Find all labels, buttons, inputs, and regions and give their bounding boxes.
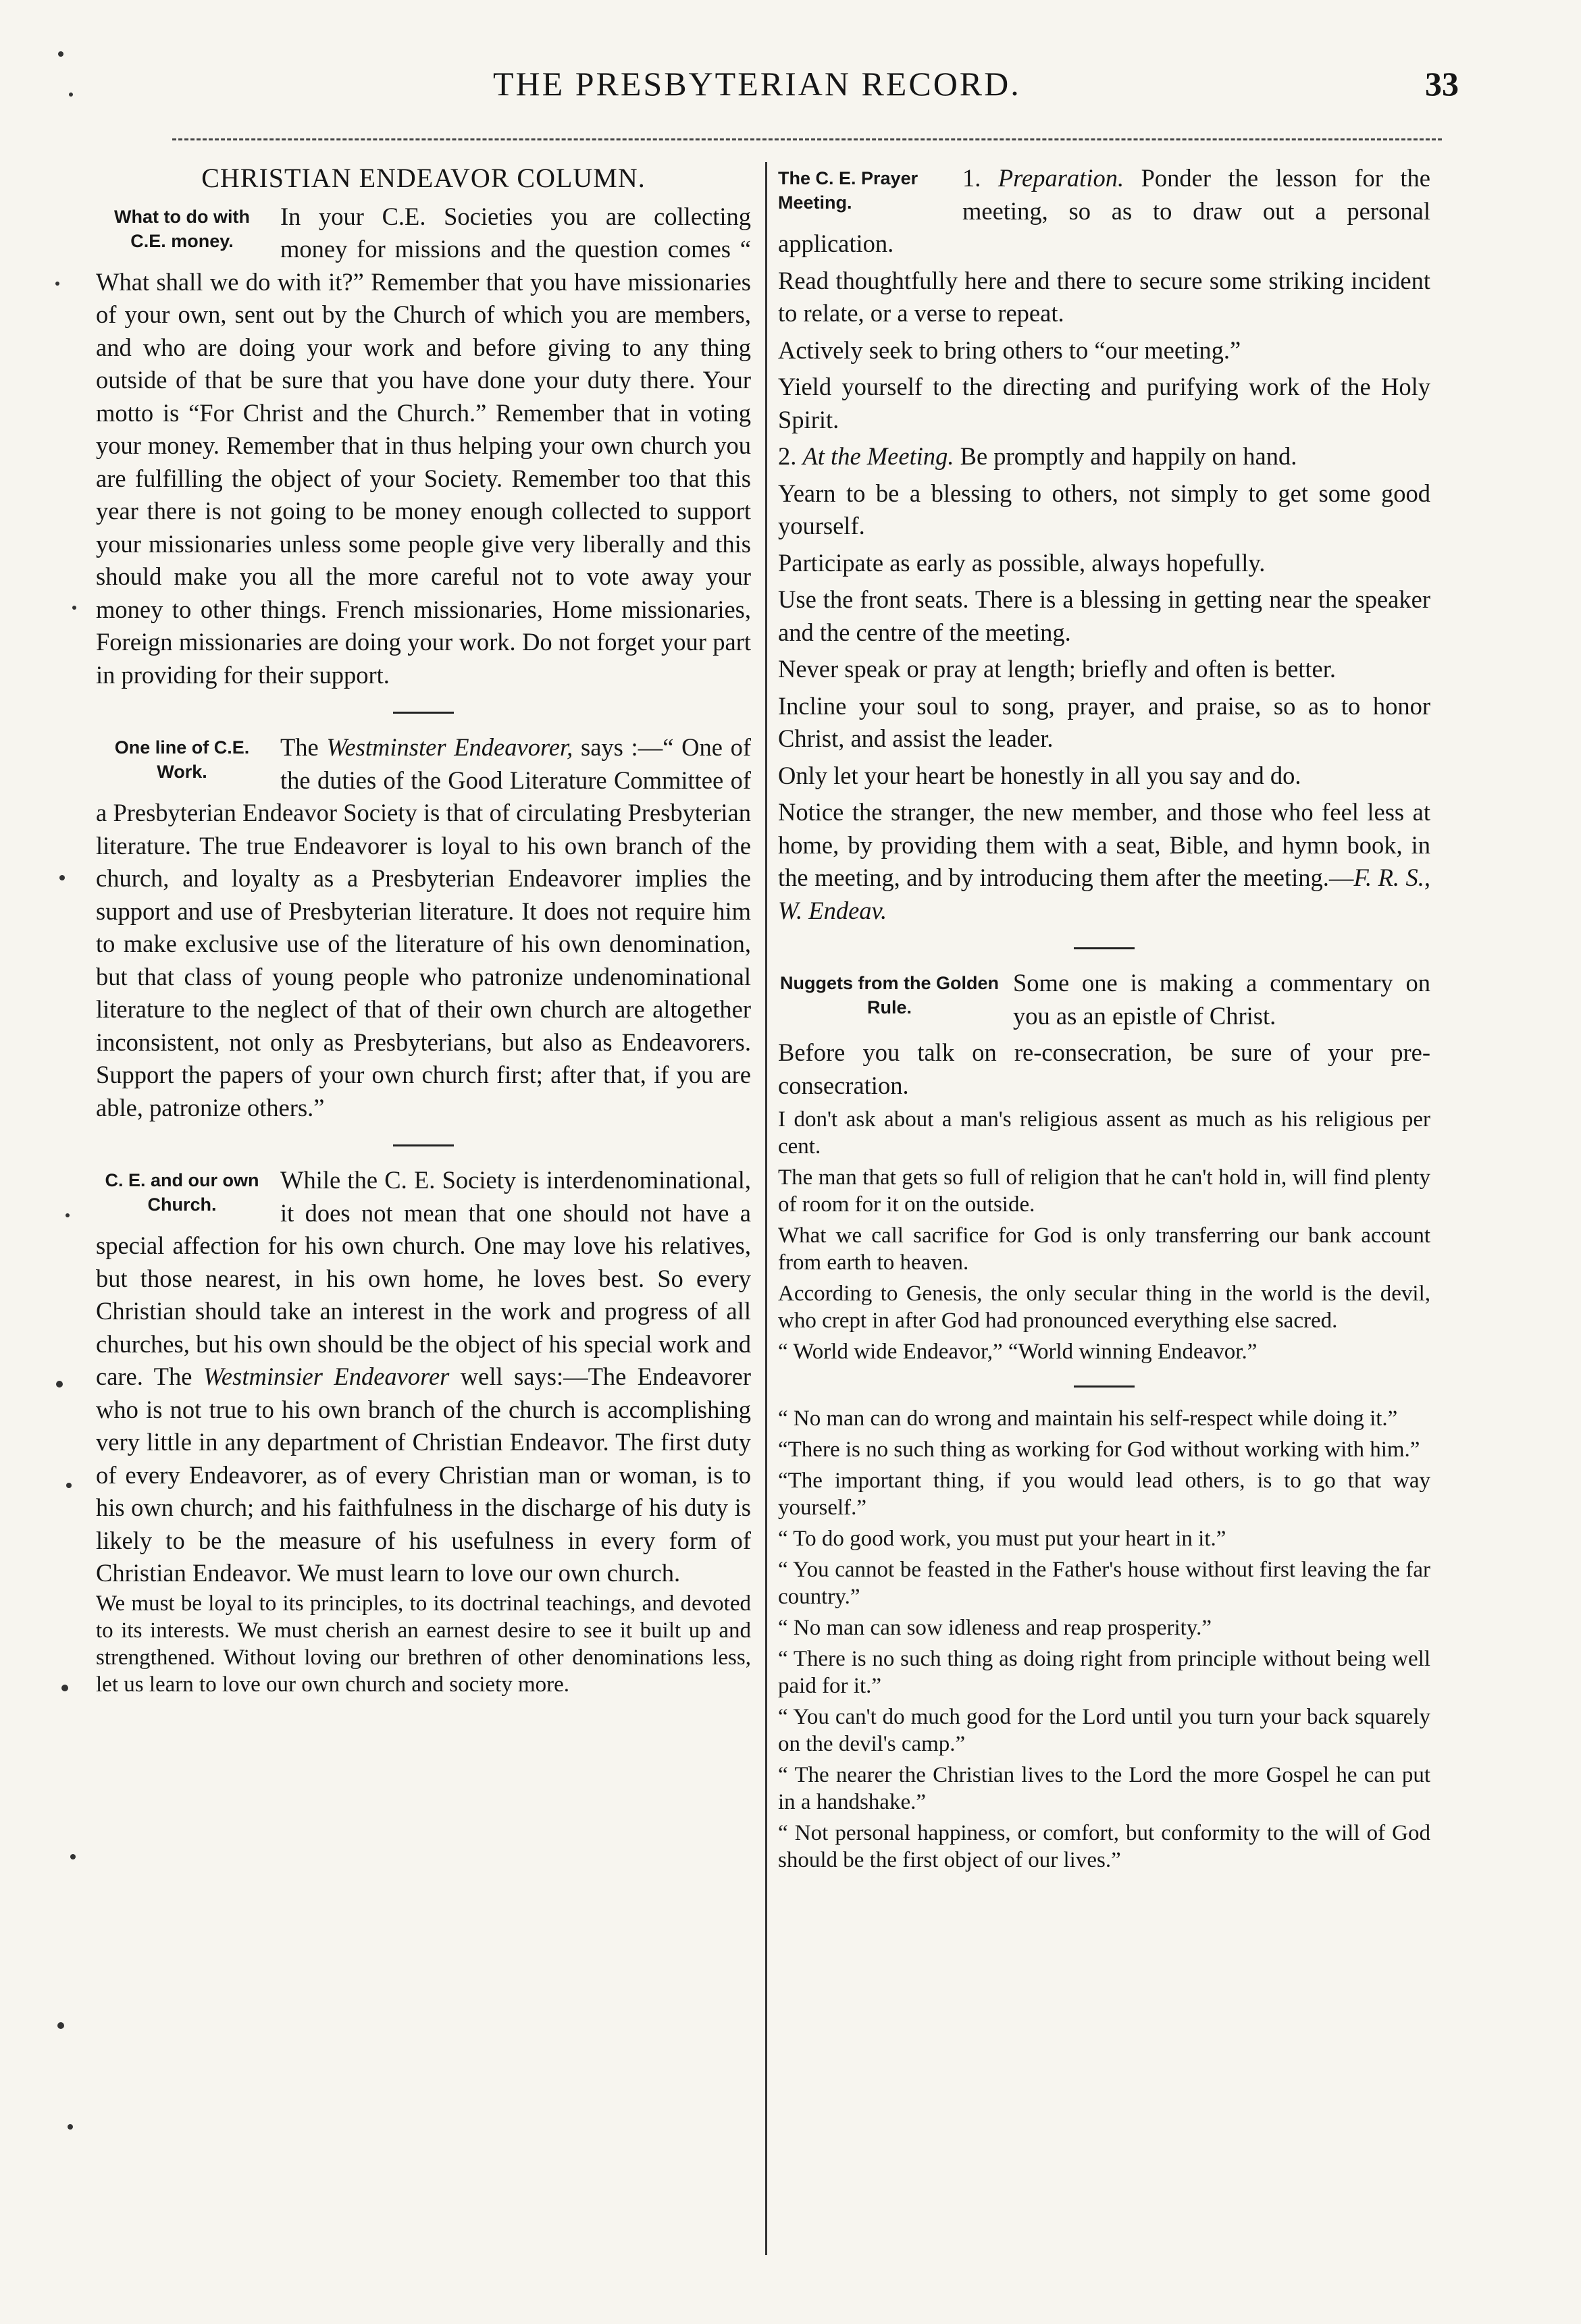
- side-head: Nuggets from the Golden Rule.: [780, 973, 999, 1018]
- part-two: [778, 440, 1430, 473]
- quote-item: “ No man can sow idleness and reap prosperity.”: [778, 1616, 1212, 1640]
- list-item: Yearn to be a blessing to others, not simply to get some good yourself.: [778, 479, 1430, 539]
- side-head: One line of C.E. Work.: [114, 737, 250, 782]
- list-item: Actively seek to bring others to “our meeting.”: [778, 336, 1241, 364]
- side-head: The C. E. Prayer Meeting.: [778, 168, 918, 213]
- quote-item: “ Not personal happiness, or comfort, but conformity to the will of God should be the first object of our lives.”: [778, 1821, 1430, 1872]
- side-head: C. E. and our own Church.: [105, 1170, 259, 1215]
- list-item: Yield yourself to the directing and purifying work of the Holy Spirit.: [778, 373, 1430, 433]
- article-text-small: We must be loyal to its principles, to its doctrinal teachings, and devoted to its interests. We must cherish an earnest desire to see it built up and strengthened. Without loving our brethren of other denominations less, let us learn to love our own church and society more.: [96, 1591, 751, 1697]
- list-item: Only let your heart be honestly in all you say and do.: [778, 761, 1301, 789]
- publication-name: Westminster Endeavorer,: [326, 733, 573, 761]
- list-item: Before you talk on re-consecration, be sure of your pre-consecration.: [778, 1038, 1430, 1099]
- list-item: Participate as early as possible, always hopefully.: [778, 548, 1266, 577]
- article-text: [96, 1164, 751, 1590]
- list-item: [778, 796, 1430, 927]
- list-item: Read thoughtfully here and there to secure some striking incident to relate, or a verse to repeat.: [778, 266, 1430, 327]
- left-column: [96, 162, 751, 1718]
- publication-title: THE PRESBYTERIAN RECORD.: [493, 65, 1021, 103]
- page-number: 33: [1425, 65, 1459, 103]
- intro-text: Ponder the lesson for the meeting, so as to draw out a personal application.: [778, 164, 1430, 257]
- separator-rule: [1074, 1385, 1135, 1388]
- quote-item: “ No man can do wrong and maintain his self-respect while doing it.”: [778, 1406, 1398, 1431]
- article-quotes: [778, 1405, 1430, 1874]
- scan-edge-decoration: [20, 0, 81, 2324]
- list-item: Use the front seats. There is a blessing in getting near the speaker and the centre of the meeting.: [778, 585, 1430, 646]
- right-column: [778, 162, 1430, 1894]
- article-text: [96, 731, 751, 1124]
- quote-item: “ To do good work, you must put your heart in it.”: [778, 1527, 1226, 1551]
- quote-item: “ You can't do much good for the Lord until you turn your back squarely on the devil's camp.”: [778, 1705, 1430, 1756]
- separator-rule: [1074, 947, 1135, 949]
- article-ce-money: [96, 201, 751, 692]
- quote-item: “ You cannot be feasted in the Father's house without first leaving the far country.”: [778, 1558, 1430, 1609]
- list-item: Some one is making a commentary on you as an epistle of Christ.: [1013, 969, 1430, 1030]
- publication-name: Westminsier Endeavorer: [203, 1363, 450, 1390]
- column-divider: [765, 162, 767, 2255]
- text-body: says :—“ One of the duties of the Good Literature Committee of a Presbyterian Endeavor Society is that of circulating Presbyterian literature. The true Endeavorer is loyal to his own branch of the church, and loyalty as a Presbyterian Endeavorer implies the support and use of Presbyterian literature. It does not require him to make exclusive use of the literature of his own denomination, but that class of young people who patronize undenominational literature to the neglect of that of their own church are altogether inconsistent, not only as Presbyterians, but also as Endeavorers. Support the papers of your own church first; after that, if you are able, patronize others.”: [96, 733, 752, 1121]
- separator-rule: [393, 712, 454, 714]
- quote-item: “There is no such thing as working for God without working with him.”: [778, 1437, 1420, 1462]
- part-text: Be promptly and happily on hand.: [954, 442, 1297, 470]
- text-a: While the C. E. Society is interdenominational, it does not mean that one should not have a special affection for his own church. One may love his relatives, but those nearest, in his own home, he loves best. So every Christian should take an interest in the work and progress of all churches, but his own should be the object of his special work and care. The: [96, 1166, 751, 1390]
- text-lead: The: [280, 733, 327, 761]
- article-ce-work: [96, 731, 751, 1124]
- quote-item: “ The nearer the Christian lives to the Lord the more Gospel he can put in a handshake.”: [778, 1763, 1430, 1814]
- page-header: [203, 64, 1486, 111]
- quote-item: “The important thing, if you would lead others, is to go that way yourself.”: [778, 1469, 1430, 1520]
- list-item: The man that gets so full of religion that he can't hold in, will find plenty of room for it on the outside.: [778, 1165, 1430, 1217]
- article-golden-rule: [778, 967, 1430, 1365]
- list-item-text: Notice the stranger, the new member, and those who feel less at home, by providing them with a seat, Bible, and hymn book, in the meeting, and by introducing them after the meeting.—: [778, 798, 1430, 891]
- quote-item: “ There is no such thing as doing right from principle without being well paid for it.”: [778, 1647, 1430, 1698]
- article-own-church: [96, 1164, 751, 1698]
- part-heading: At the Meeting.: [802, 442, 954, 470]
- list-item: Incline your soul to song, prayer, and praise, so as to honor Christ, and assist the leader.: [778, 691, 1430, 752]
- article-text: In your C.E. Societies you are collecting money for missions and the question comes “ What shall we do with it?” Remember that you have missionaries of your own, sent out by the Church of which you are members, and who are doing your work and before giving to any thing outside of that be sure that you have done your duty there. Your motto is “For Christ and the Church.” Remember that in voting your money. Remember that in thus helping your own church you are fulfilling the object of your Society. Remember too that this year there is not going to be money enough collected to support your missionaries unless some people give very liberally and this should make you all the more careful not to vote away your money to other things. French missionaries, Home missionaries, Foreign missionaries are doing your work. Do not forget your part in providing for their support.: [96, 202, 751, 689]
- article-prayer-meeting: [778, 162, 1430, 927]
- text-b: well says:—The Endeavorer who is not true to his own branch of the church is accomplishing very little in any department of Christian Endeavor. The first duty of every Endeavorer, as of every Christian man or woman, is to his own church; and his faithfulness in the discharge of his duty is likely to be the measure of his usefulness in every form of Christian Endeavor. We must learn to love our own church.: [96, 1363, 751, 1587]
- list-item: According to Genesis, the only secular thing in the world is the devil, who crept in after God had pronounced everything else sacred.: [778, 1282, 1430, 1333]
- part-number: 2.: [778, 442, 803, 470]
- side-head: What to do with C.E. money.: [114, 206, 250, 251]
- list-item: Never speak or pray at length; briefly and often is better.: [778, 655, 1337, 683]
- intro-number: 1.: [962, 164, 998, 192]
- intro-heading: Preparation.: [997, 164, 1124, 192]
- separator-rule: [393, 1144, 454, 1146]
- list-item: “ World wide Endeavor,” “World winning Endeavor.”: [778, 1340, 1258, 1364]
- signature: F. R. S., W. Endeav.: [778, 864, 1430, 924]
- header-rule: [172, 138, 1442, 140]
- list-item: I don't ask about a man's religious assent as much as his religious per cent.: [778, 1107, 1430, 1159]
- list-item: What we call sacrifice for God is only transferring our bank account from earth to heaven.: [778, 1223, 1430, 1275]
- column-heading: CHRISTIAN ENDEAVOR COLUMN.: [201, 163, 646, 193]
